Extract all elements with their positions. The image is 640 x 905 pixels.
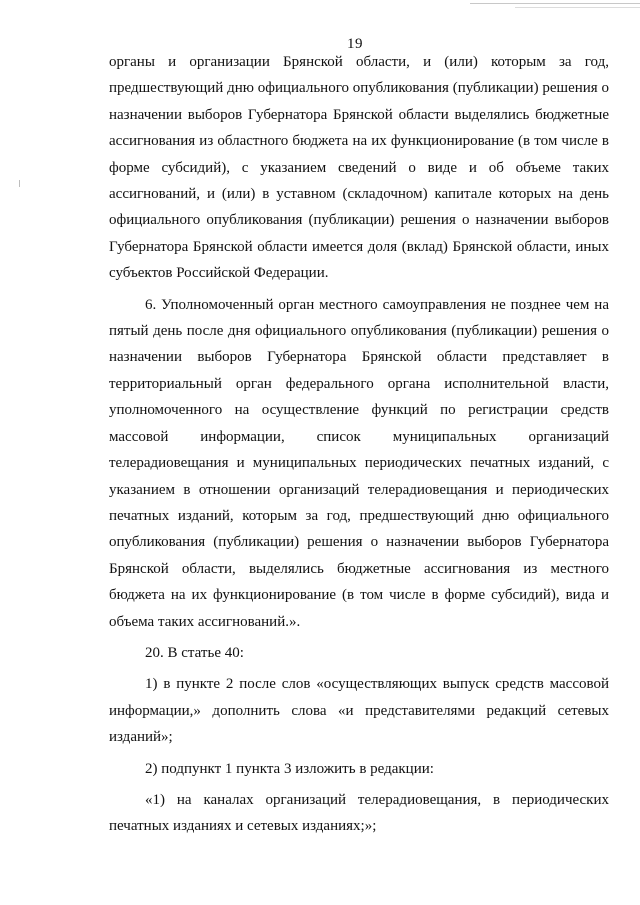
top-edge-line <box>470 3 640 4</box>
top-edge-line-secondary <box>515 7 640 8</box>
paragraph-subitem-2: 2) подпункт 1 пункта 3 изложить в редакции: <box>145 760 434 777</box>
paragraph-continuation: органы и организации Брянской области, и (или) которым за год, предшествующий дню официального опубликования (публикации) решения о назначении выборов Губернатора Брянской области выделялись бюджетные ассигнования из областного бюджета на их функционирование (в том числе в форме субсидий), с указанием сведений о виде и об объеме таких ассигнований, и (или) в уставном (складочном) капитале которых на день официального опубликования (публикации) решения о назначении выборов Губернатора Брянской области имеется доля (вклад) Брянской области, иных субъектов Российской Федерации. <box>109 54 609 282</box>
paragraph-item-6: 6. Уполномоченный орган местного самоуправления не позднее чем на пятый день после дня официального опубликования (публикации) решения о назначении выборов Губернатора Брянской области представляет в территориальный орган федерального органа исполнительной власти, уполномоченного на осуществление функций по регистрации средств массовой информации, список муниципальных организаций телерадиовещания и муниципальных периодических печатных изданий, с указанием в отношении организаций телерадиовещания и периодических печатных изданий, которым за год, предшествующий дню официального опубликования (публикации) решения о назначении выборов Губернатора Брянской области, выделялись бюджетные ассигнования из местного бюджета на их функционирование (в том числе в форме субсидий), вида и объема таких ассигнований.». <box>109 296 609 630</box>
margin-mark <box>19 180 20 187</box>
paragraph-quote: «1) на каналах организаций телерадиовещания, в периодических печатных изданиях и сетевых изданиях;»; <box>109 791 609 835</box>
page-number: 19 <box>347 36 363 52</box>
paragraph-subitem-1: 1) в пункте 2 после слов «осуществляющих выпуск средств массовой информации,» дополнить слова «и представителями редакций сетевых изданий»; <box>109 676 609 746</box>
document-body <box>109 49 609 840</box>
paragraph-item-20: 20. В статье 40: <box>145 644 244 661</box>
